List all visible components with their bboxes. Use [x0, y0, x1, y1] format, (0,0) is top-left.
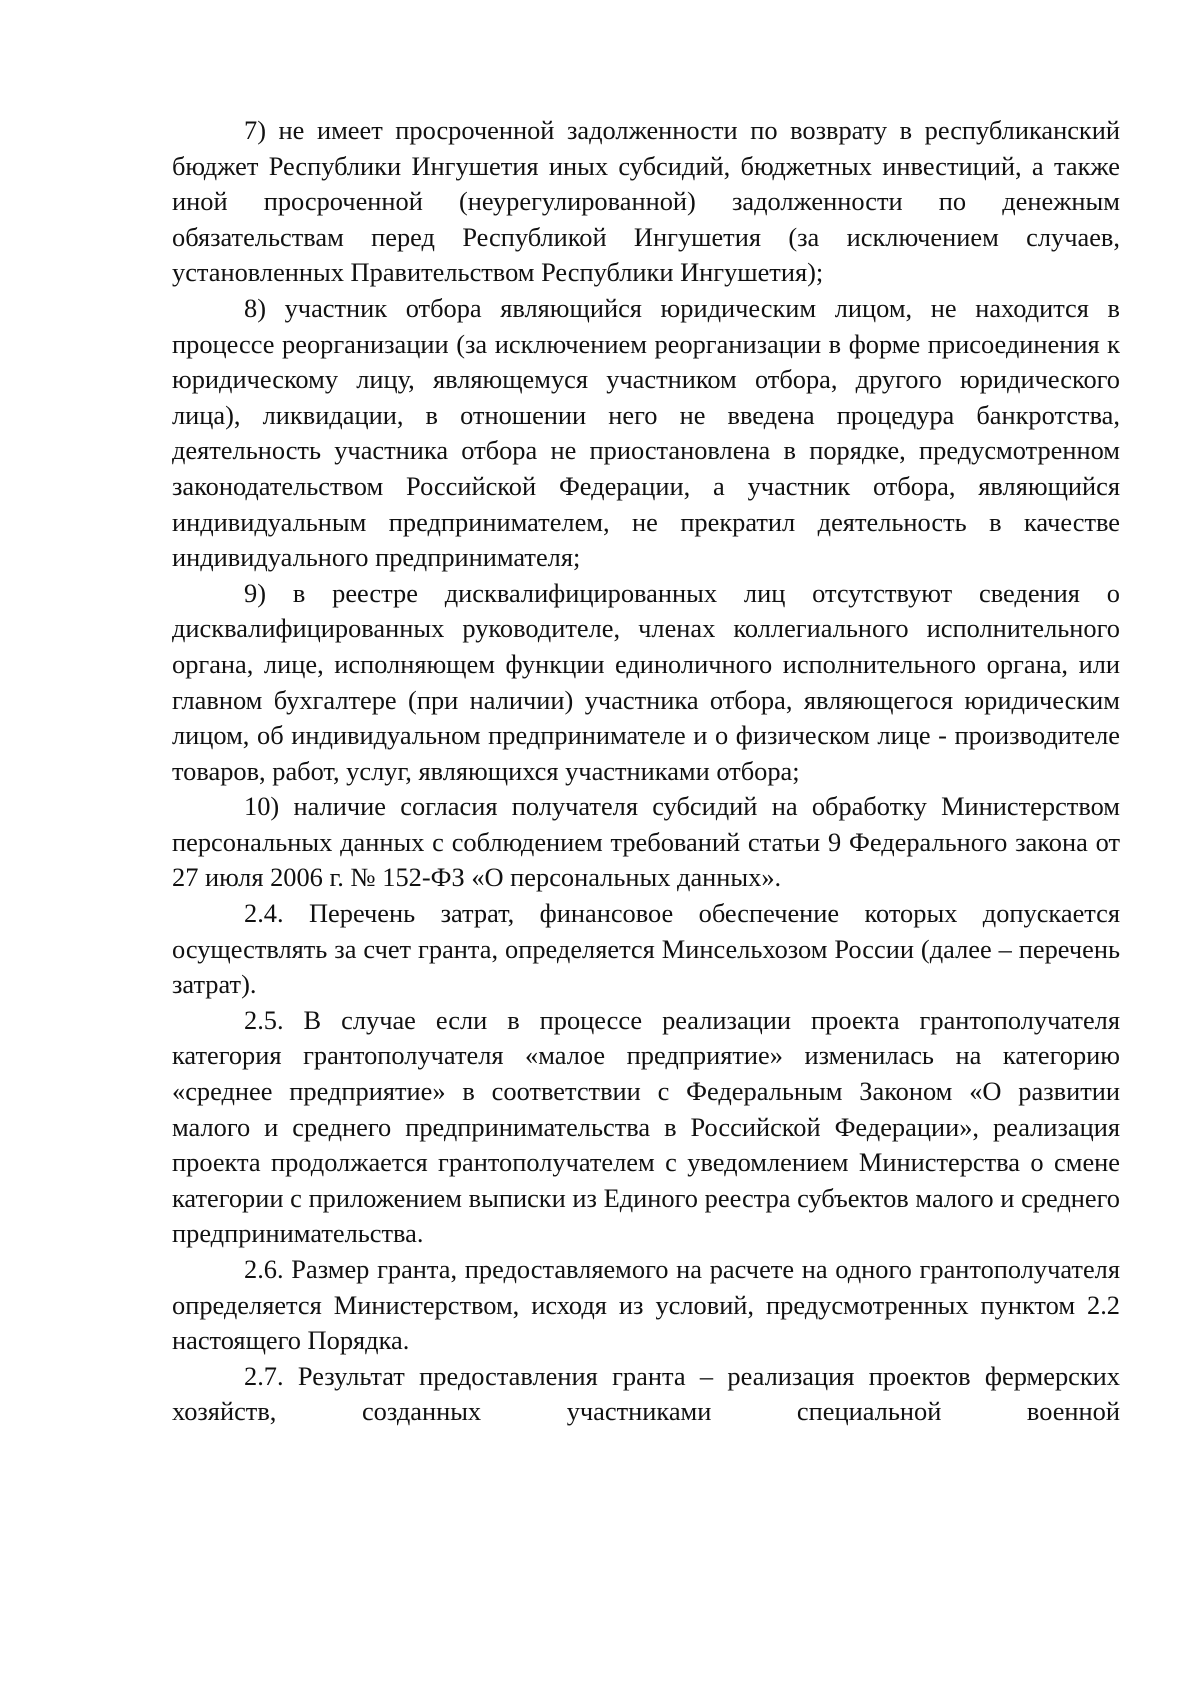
paragraph-clause-2-6: 2.6. Размер гранта, предоставляемого на расчете на одного грантополучателя определяется Министерством, исходя из условий, предусмотренных пунктом 2.2 настоящего Порядка. — [172, 1254, 1120, 1356]
paragraph-item-7: 7) не имеет просроченной задолженности по возврату в республиканский бюджет Республики Ингушетия иных субсидий, бюджетных инвестиций, а также иной просроченной (неурегулированной) задолженности по денежным обязательствам перед Республикой Ингушетия (за исключением случаев, установленных Правительством Республики Ингушетия); — [172, 115, 1120, 288]
paragraph-clause-2-7: 2.7. Результат предоставления гранта – реализация проектов фермерских хозяйств, созданных участниками специальной военной — [172, 1360, 1120, 1427]
document-page — [172, 113, 1120, 1430]
paragraph-item-9: 9) в реестре дисквалифицированных лиц отсутствуют сведения о дисквалифицированных руководителе, членах коллегиального исполнительного органа, лице, исполняющем функции единоличного исполнительного органа, или главном бухгалтере (при наличии) участника отбора, являющегося юридическим лицом, об индивидуальном предпринимателе и о физическом лице - производителе товаров, работ, услуг, являющихся участниками отбора; — [172, 577, 1120, 786]
paragraph-item-8: 8) участник отбора являющийся юридическим лицом, не находится в процессе реорганизации (за исключением реорганизации в форме присоединения к юридическому лицу, являющемуся участником отбора, другого юридического лица), ликвидации, в отношении него не введена процедура банкротства, деятельность участника отбора не приостановлена в порядке, предусмотренном законодательством Российской Федерации, а участник отбора, являющийся индивидуальным предпринимателем, не прекратил деятельность в качестве индивидуального предпринимателя; — [172, 292, 1120, 573]
paragraph-clause-2-4: 2.4. Перечень затрат, финансовое обеспечение которых допускается осуществлять за счет гранта, определяется Минсельхозом России (далее – перечень затрат). — [172, 898, 1120, 1000]
paragraph-clause-2-5: 2.5. В случае если в процессе реализации проекта грантополучателя категория грантополучателя «малое предприятие» изменилась на категорию «среднее предприятие» в соответствии с Федеральным Законом «О развитии малого и среднего предпринимательства в Российской Федерации», реализация проекта продолжается грантополучателем с уведомлением Министерства о смене категории с приложением выписки из Единого реестра субъектов малого и среднего предпринимательства. — [172, 1004, 1120, 1249]
paragraph-item-10: 10) наличие согласия получателя субсидий на обработку Министерством персональных данных с соблюдением требований статьи 9 Федерального закона от 27 июля 2006 г. № 152-ФЗ «О персональных данных». — [172, 791, 1120, 893]
